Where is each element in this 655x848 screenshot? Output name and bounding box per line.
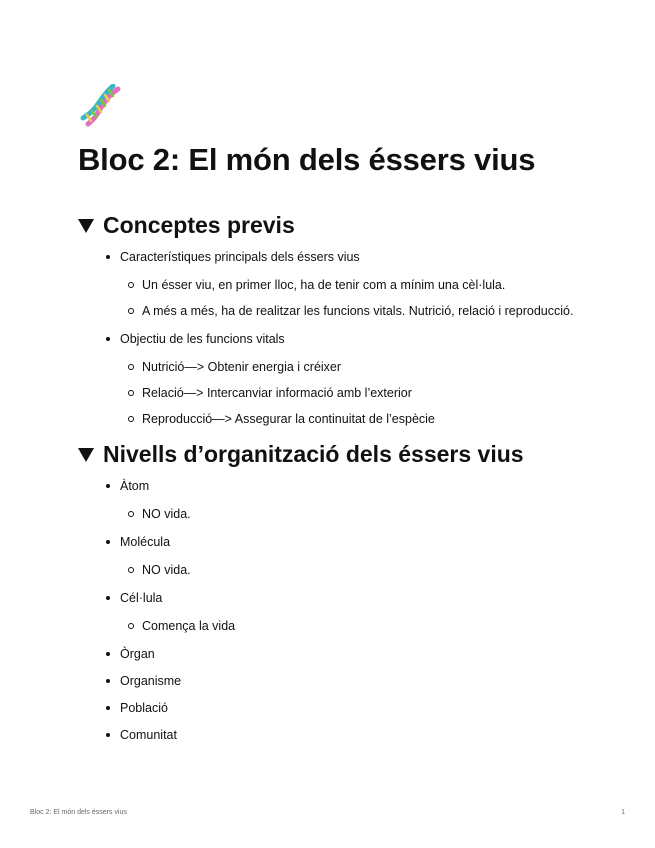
sub-list-item: Reproducció—> Assegurar la continuitat de l’espècie bbox=[142, 409, 598, 429]
list-item bbox=[120, 330, 598, 429]
bullet-list bbox=[78, 248, 598, 429]
section-conceptes-previs bbox=[78, 210, 598, 429]
sub-list-item: Comença la vida bbox=[142, 616, 598, 636]
page-title: Bloc 2: El món dels éssers vius bbox=[78, 142, 536, 177]
list-item: Població bbox=[120, 699, 598, 717]
list-item bbox=[120, 533, 598, 580]
bullet-list bbox=[78, 477, 598, 744]
sub-bullet-list bbox=[120, 357, 598, 429]
footer-title: Bloc 2: El món dels éssers vius bbox=[30, 809, 127, 816]
list-item-text: Objectiu de les funcions vitals bbox=[120, 332, 285, 346]
dna-icon bbox=[78, 84, 124, 130]
list-item bbox=[120, 248, 598, 321]
sub-list-item: NO vida. bbox=[142, 560, 598, 580]
list-item-text: Cél·lula bbox=[120, 591, 163, 605]
sub-list-item: Un ésser viu, en primer lloc, ha de tenir com a mínim una cèl·lula. bbox=[142, 275, 598, 295]
sub-list-item: Nutrició—> Obtenir energia i créixer bbox=[142, 357, 598, 377]
sub-list-item: Relació—> Intercanviar informació amb l’exterior bbox=[142, 383, 598, 403]
list-item: Organisme bbox=[120, 672, 598, 690]
section-nivells-organitzacio bbox=[78, 439, 598, 744]
sub-list-item: A més a més, ha de realitzar les funcions vitals. Nutrició, relació i reproducció. bbox=[142, 301, 598, 321]
list-item-text: Molécula bbox=[120, 535, 171, 549]
toggle-triangle-icon[interactable] bbox=[78, 219, 94, 233]
sub-bullet-list bbox=[120, 504, 598, 524]
list-item bbox=[120, 589, 598, 636]
list-item: Òrgan bbox=[120, 645, 598, 663]
sub-bullet-list bbox=[120, 616, 598, 636]
toggle-triangle-icon[interactable] bbox=[78, 448, 94, 462]
section-heading-text: Conceptes previs bbox=[103, 212, 295, 238]
sub-bullet-list bbox=[120, 275, 598, 321]
list-item bbox=[120, 477, 598, 524]
list-item-text: Característiques principals dels éssers vius bbox=[120, 250, 360, 264]
toggle-heading-conceptes-previs[interactable] bbox=[78, 210, 598, 240]
list-item: Comunitat bbox=[120, 726, 598, 744]
page-content bbox=[78, 84, 598, 753]
sub-bullet-list bbox=[120, 560, 598, 580]
list-item-text: Àtom bbox=[120, 479, 150, 493]
sub-list-item: NO vida. bbox=[142, 504, 598, 524]
toggle-heading-nivells-organitzacio[interactable] bbox=[78, 439, 598, 469]
section-heading-text: Nivells d’organització dels éssers vius bbox=[103, 441, 524, 467]
footer-page-number: 1 bbox=[621, 809, 625, 816]
